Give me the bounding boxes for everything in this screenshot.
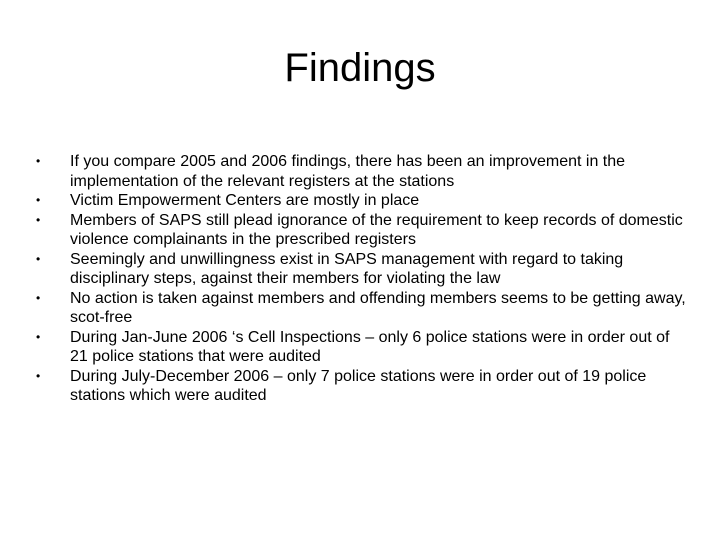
bullet-text: During July-December 2006 – only 7 police stations were in order out of 19 police stations which were audited (70, 367, 647, 404)
bullet-item (36, 152, 686, 191)
bullet-text: During Jan-June 2006 ‘s Cell Inspections – only 6 police stations were in order out of 21 police stations that were audited (70, 328, 670, 365)
bullet-marker: • (36, 212, 41, 227)
bullet-text: If you compare 2005 and 2006 findings, there has been an improvement in the implementation of the relevant registers at the stations (70, 153, 626, 190)
bullet-marker: • (36, 154, 41, 168)
bullet-marker: • (36, 290, 41, 305)
bullet-item (36, 211, 686, 250)
bullet-text: Seemingly and unwillingness exist in SAPS management with regard to taking disciplinary steps, against their members for violating the law (70, 250, 624, 287)
bullet-item (36, 328, 686, 367)
bullet-item (36, 250, 686, 289)
bullet-item (36, 367, 686, 406)
bullet-text: Victim Empowerment Centers are mostly in place (70, 192, 420, 209)
bullet-marker: • (36, 251, 41, 266)
bullet-marker: • (36, 193, 41, 207)
slide-title: Findings (284, 46, 436, 90)
bullet-marker: • (36, 329, 41, 344)
bullet-text: No action is taken against members and offending members seems to be getting away, scot-free (70, 289, 686, 326)
bullet-text: Members of SAPS still plead ignorance of the requirement to keep records of domestic violence complainants in the prescribed registers (70, 211, 683, 248)
bullet-list (36, 152, 686, 406)
bullet-marker: • (36, 368, 41, 383)
bullet-item (36, 191, 686, 211)
bullet-item (36, 289, 686, 328)
